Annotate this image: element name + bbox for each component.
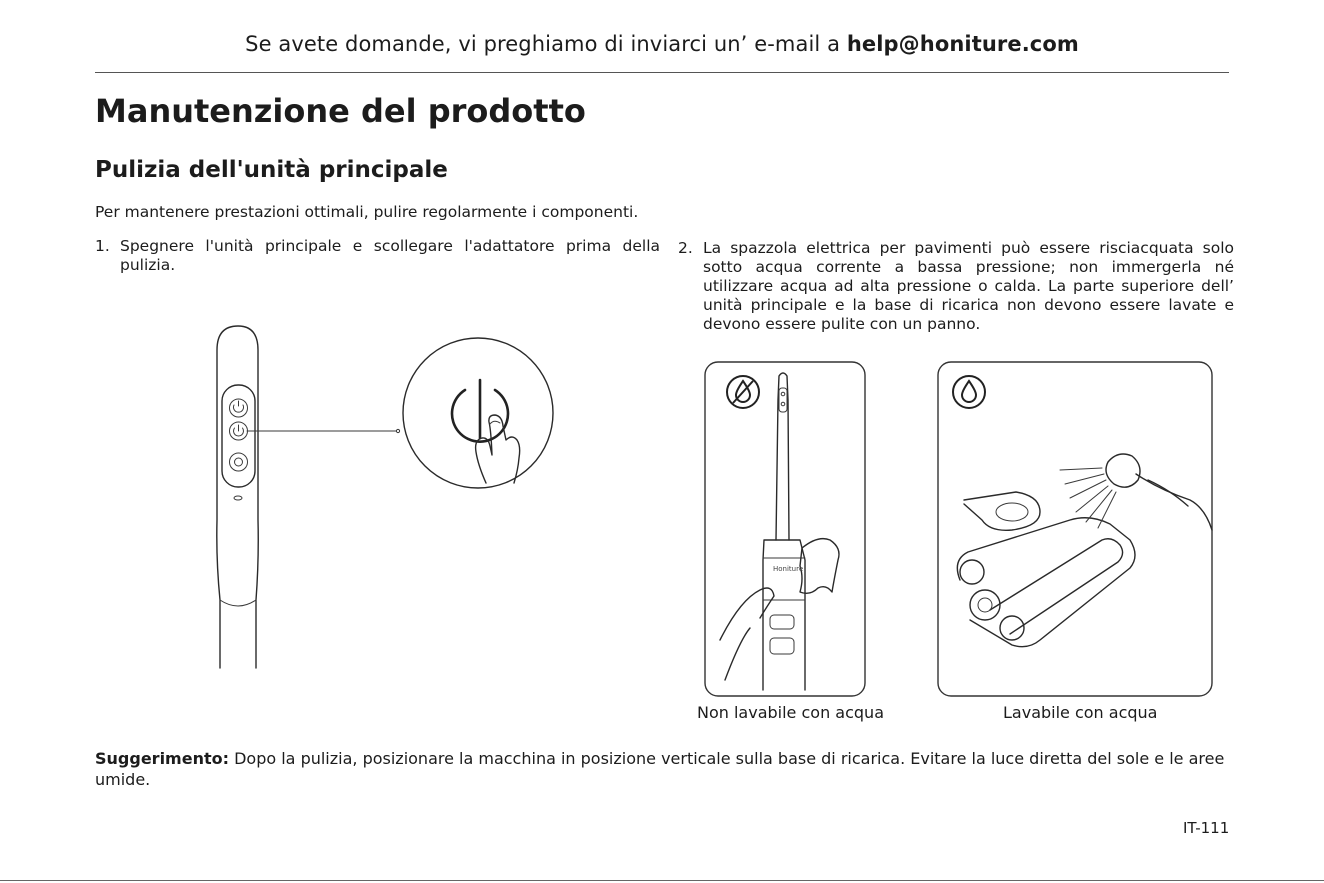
intro-text: Per mantenere prestazioni ottimali, pulire regolarmente i componenti. bbox=[95, 203, 639, 221]
bottom-divider bbox=[0, 880, 1324, 881]
header-text: Se avete domande, vi preghiamo di inviarci un’ e-mail a bbox=[245, 32, 847, 56]
tip-text: Dopo la pulizia, posizionare la macchina in posizione verticale sulla base di ricarica. Evitare la luce diretta del sole e le aree umide. bbox=[95, 749, 1225, 789]
step-1-text: Spegnere l'unità principale e scollegare l'adattatore prima della pulizia. bbox=[120, 237, 660, 274]
device-brand-label: Honiture bbox=[773, 565, 804, 573]
caption-not-washable: Non lavabile con acqua bbox=[697, 703, 884, 722]
tip-label: Suggerimento: bbox=[95, 749, 229, 768]
tip-paragraph bbox=[95, 748, 1235, 790]
page-title: Manutenzione del prodotto bbox=[95, 92, 586, 130]
caption-washable: Lavabile con acqua bbox=[1003, 703, 1158, 722]
step-2-number: 2. bbox=[678, 239, 693, 257]
support-email: help@honiture.com bbox=[846, 32, 1079, 56]
step-1-number: 1. bbox=[95, 237, 110, 255]
section-title: Pulizia dell'unità principale bbox=[95, 157, 448, 183]
water-drop-icon bbox=[951, 374, 987, 410]
step-2-text: La spazzola elettrica per pavimenti può essere risciacquata solo sotto acqua corrente a bassa pressione; non immergerla né utilizzare acqua ad alta pressione o calda. La parte superiore dell’ unità principale e la base di ricarica non devono essere lavate e devono essere pulite con un panno. bbox=[703, 239, 1234, 333]
page-number: IT-111 bbox=[1183, 819, 1230, 837]
